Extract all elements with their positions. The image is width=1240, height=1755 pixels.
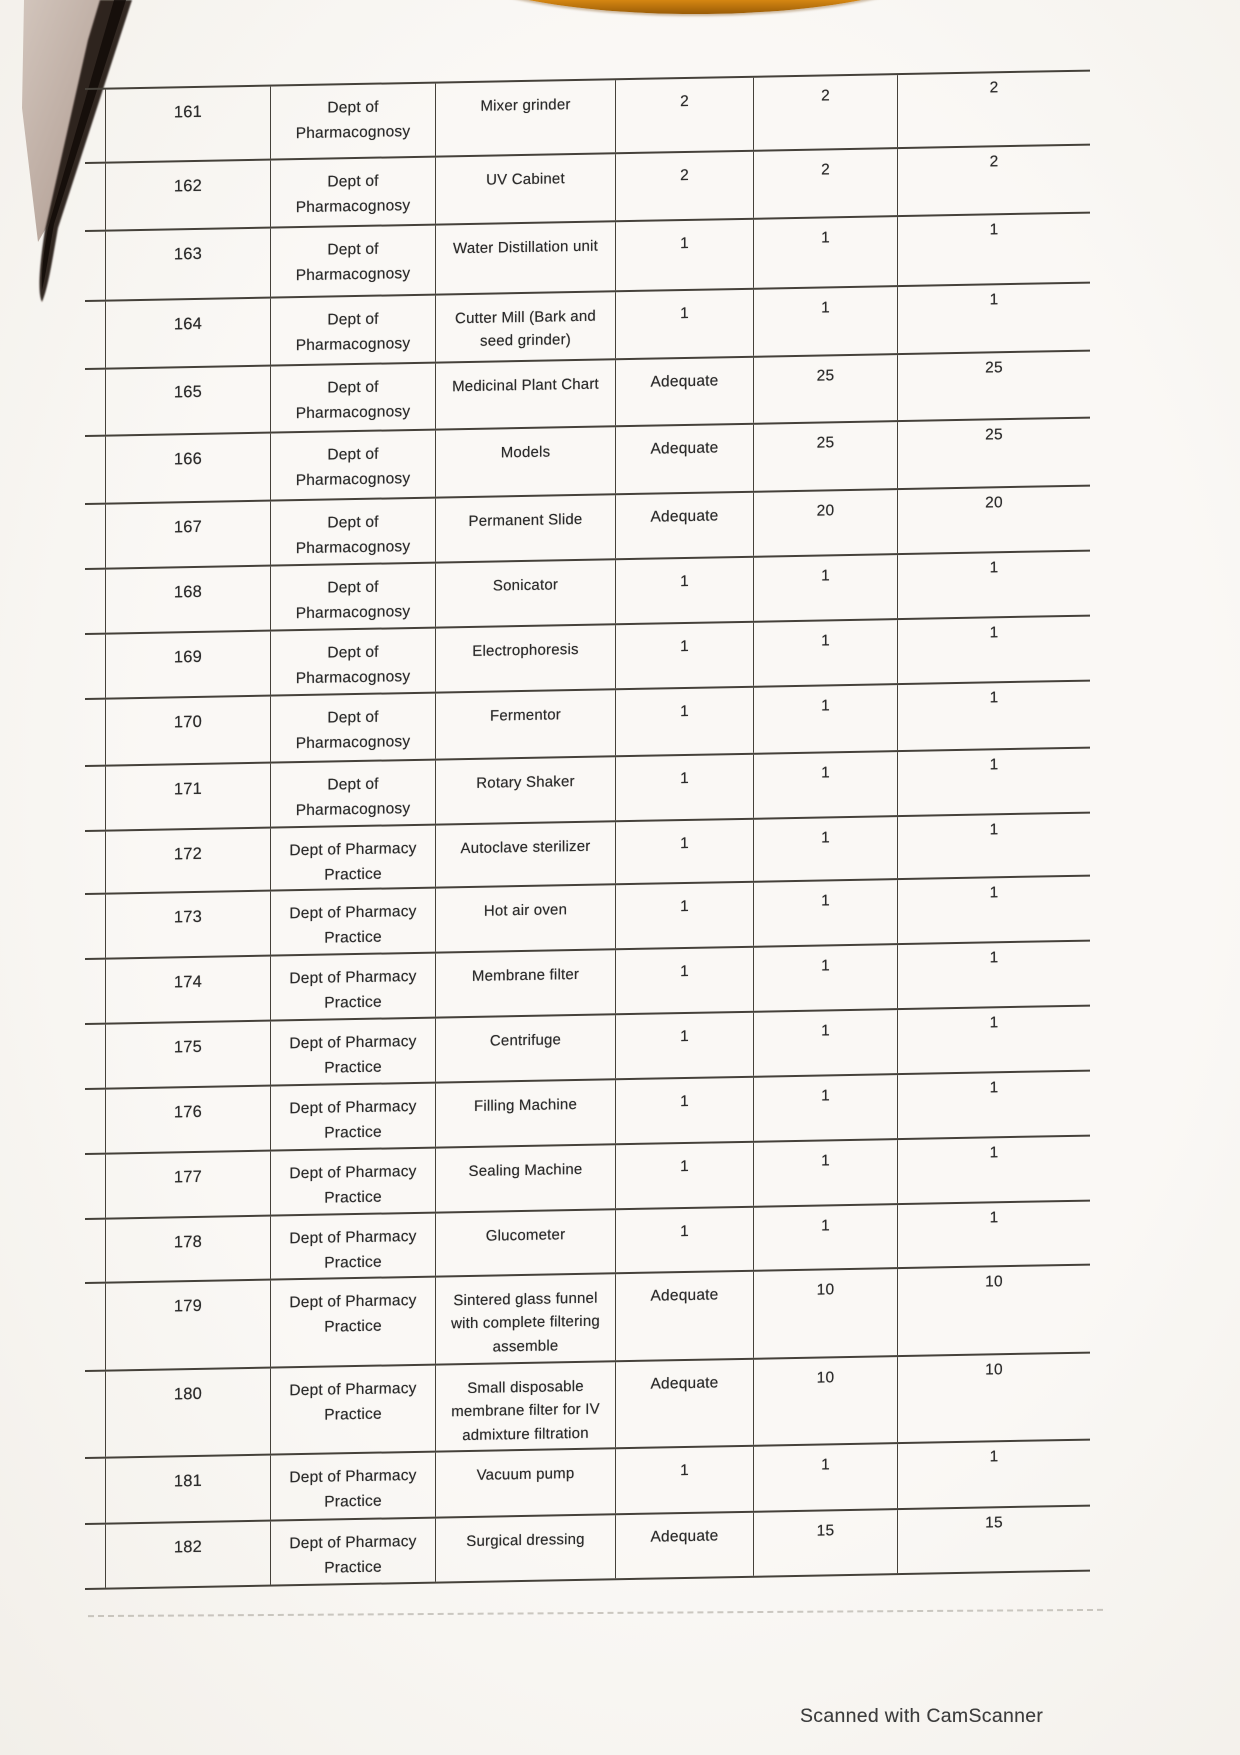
cell-department bbox=[270, 826, 435, 890]
cell-text: Dept of Pharmacognosy bbox=[295, 172, 411, 216]
cell-text: Dept of Pharmacy Practice bbox=[289, 1291, 417, 1336]
cell-text: 174 bbox=[173, 972, 203, 992]
cell-text: 1 bbox=[989, 624, 999, 642]
cell-serial bbox=[105, 632, 270, 698]
cell-text: Electrophoresis bbox=[472, 640, 579, 660]
cell-text: Water Distillation unit bbox=[453, 237, 598, 258]
cell-item bbox=[435, 360, 615, 428]
cell-text: 169 bbox=[173, 647, 203, 667]
cell-text: 1 bbox=[680, 572, 689, 591]
cell-serial bbox=[105, 764, 270, 830]
cell-qty-1 bbox=[615, 755, 753, 821]
cell-text: Sonicator bbox=[492, 576, 559, 595]
cell-qty-3 bbox=[897, 1441, 1090, 1509]
cell-text: 1 bbox=[989, 821, 999, 839]
cell-text: 1 bbox=[989, 1144, 999, 1162]
cell-qty-1 bbox=[615, 1360, 753, 1448]
cell-qty-2 bbox=[753, 1444, 897, 1511]
cell-item bbox=[435, 1449, 615, 1516]
cell-qty-3 bbox=[897, 352, 1090, 421]
cell-serial bbox=[105, 87, 270, 162]
equipment-table bbox=[85, 70, 1090, 1590]
cell-item bbox=[435, 222, 615, 293]
row-left-gutter bbox=[85, 570, 105, 633]
cell-text: Dept of Pharmacy Practice bbox=[289, 1227, 417, 1272]
cell-text: 1 bbox=[821, 1217, 830, 1235]
cell-qty-1 bbox=[615, 1447, 753, 1514]
cell-text: Models bbox=[500, 443, 551, 462]
row-left-gutter bbox=[85, 832, 105, 893]
cell-text: 162 bbox=[173, 176, 203, 196]
cell-text: 1 bbox=[989, 689, 999, 707]
row-left-gutter bbox=[85, 700, 105, 765]
cell-text: Dept of Pharmacognosy bbox=[295, 98, 411, 142]
cell-qty-3 bbox=[897, 749, 1090, 816]
cell-text: 1 bbox=[989, 1209, 999, 1227]
cell-text: Dept of Pharmacognosy bbox=[295, 775, 411, 819]
table-row bbox=[85, 1352, 1090, 1457]
cell-text: 1 bbox=[821, 1152, 830, 1170]
cell-qty-1 bbox=[615, 1143, 753, 1209]
cell-text: Membrane filter bbox=[471, 965, 580, 985]
cell-text: Surgical dressing bbox=[466, 1530, 585, 1551]
cell-text: Mixer grinder bbox=[480, 96, 571, 115]
cell-text: 173 bbox=[173, 907, 203, 927]
cell-text: 161 bbox=[173, 102, 203, 122]
cell-text: 1 bbox=[989, 756, 999, 774]
cell-serial bbox=[105, 957, 270, 1023]
cell-text: 1 bbox=[989, 291, 999, 309]
cell-text: 163 bbox=[173, 244, 203, 264]
cell-text: Centrifuge bbox=[489, 1031, 562, 1050]
cell-text: 20 bbox=[985, 494, 1003, 512]
cell-serial bbox=[105, 1022, 270, 1088]
cell-department bbox=[270, 954, 435, 1020]
cell-text: 1 bbox=[989, 1079, 999, 1097]
cell-qty-3 bbox=[897, 942, 1090, 1009]
cell-text: 1 bbox=[821, 632, 830, 650]
cell-text: Dept of Pharmacy Practice bbox=[289, 1532, 417, 1577]
cell-text: Glucometer bbox=[485, 1226, 566, 1245]
cell-text: 10 bbox=[985, 1361, 1003, 1379]
cell-text: Dept of Pharmacognosy bbox=[295, 643, 411, 687]
cell-item bbox=[435, 1274, 615, 1363]
cell-text: 1 bbox=[680, 1461, 689, 1480]
cell-text: Dept of Pharmacy Practice bbox=[289, 839, 417, 884]
cell-serial bbox=[105, 1217, 270, 1282]
cell-text: Adequate bbox=[650, 1286, 719, 1305]
cell-text: 164 bbox=[173, 314, 203, 334]
cell-qty-1 bbox=[615, 948, 753, 1014]
row-left-gutter bbox=[85, 1284, 105, 1370]
cell-text: Dept of Pharmacy Practice bbox=[289, 1032, 417, 1077]
cell-item bbox=[435, 292, 615, 361]
cell-qty-1 bbox=[615, 820, 753, 884]
cell-qty-1 bbox=[615, 1208, 753, 1273]
cell-text: 179 bbox=[173, 1296, 203, 1316]
row-left-gutter bbox=[85, 1090, 105, 1153]
cell-qty-2 bbox=[753, 1269, 897, 1358]
cell-text: 1 bbox=[989, 884, 999, 902]
cell-text: 1 bbox=[821, 892, 830, 910]
cell-text: 1 bbox=[821, 1087, 830, 1105]
row-left-gutter bbox=[85, 437, 105, 503]
cell-text: 177 bbox=[173, 1167, 203, 1187]
cell-text: 165 bbox=[173, 382, 203, 402]
cell-department bbox=[270, 499, 435, 565]
cell-text: 2 bbox=[821, 161, 830, 179]
cell-qty-2 bbox=[753, 490, 897, 556]
cell-qty-3 bbox=[897, 682, 1090, 751]
cell-item bbox=[435, 757, 615, 823]
cell-text: 25 bbox=[816, 367, 835, 385]
cell-text: Filling Machine bbox=[473, 1095, 578, 1115]
cell-item bbox=[435, 1362, 615, 1450]
cell-text: Dept of Pharmacy Practice bbox=[289, 1466, 417, 1511]
cell-text: 1 bbox=[989, 559, 999, 577]
cell-text: 2 bbox=[989, 79, 999, 97]
cell-text: 178 bbox=[173, 1232, 203, 1252]
cell-text: 1 bbox=[680, 1027, 689, 1046]
cell-text: 1 bbox=[989, 949, 999, 967]
cell-text: UV Cabinet bbox=[486, 170, 565, 189]
cell-item bbox=[435, 154, 615, 223]
cell-text: 1 bbox=[821, 567, 830, 585]
cell-qty-2 bbox=[753, 685, 897, 753]
cell-text: Cutter Mill (Bark and seed grinder) bbox=[455, 307, 596, 351]
cell-qty-2 bbox=[753, 555, 897, 621]
cell-serial bbox=[105, 1369, 270, 1457]
cell-text: Adequate bbox=[650, 439, 719, 458]
cell-item bbox=[435, 1080, 615, 1146]
table-row bbox=[85, 1264, 1090, 1370]
cell-item bbox=[435, 560, 615, 626]
row-left-gutter bbox=[85, 895, 105, 958]
row-left-gutter bbox=[85, 370, 105, 435]
row-left-gutter bbox=[85, 505, 105, 568]
cell-department bbox=[270, 694, 435, 762]
cell-text: 1 bbox=[989, 221, 999, 239]
cell-text: Dept of Pharmacognosy bbox=[295, 513, 411, 557]
cell-qty-1 bbox=[615, 1013, 753, 1079]
cell-serial bbox=[105, 434, 270, 503]
cell-qty-2 bbox=[753, 217, 897, 288]
cell-text: Dept of Pharmacy Practice bbox=[289, 967, 417, 1012]
cell-text: 1 bbox=[680, 897, 689, 916]
cell-text: Adequate bbox=[650, 507, 719, 526]
cell-text: Autoclave sterilizer bbox=[460, 837, 591, 858]
row-left-gutter bbox=[85, 1525, 105, 1588]
cell-text: 172 bbox=[173, 844, 203, 864]
cell-qty-3 bbox=[897, 1137, 1090, 1204]
cell-qty-1 bbox=[615, 220, 753, 291]
cell-qty-2 bbox=[753, 817, 897, 881]
cell-serial bbox=[105, 829, 270, 893]
cell-department bbox=[270, 1214, 435, 1279]
cell-qty-3 bbox=[897, 814, 1090, 879]
cell-text: 2 bbox=[821, 87, 830, 105]
cell-qty-2 bbox=[753, 75, 897, 150]
cell-serial bbox=[105, 697, 270, 765]
cell-item bbox=[435, 495, 615, 561]
row-left-gutter bbox=[85, 164, 105, 230]
row-left-gutter bbox=[85, 767, 105, 830]
cell-qty-1 bbox=[615, 1078, 753, 1144]
cell-text: 1 bbox=[821, 764, 830, 782]
cell-item bbox=[435, 950, 615, 1016]
cell-department bbox=[270, 1366, 435, 1454]
cell-text: Sealing Machine bbox=[468, 1160, 583, 1180]
cell-department bbox=[270, 761, 435, 827]
cell-qty-1 bbox=[615, 883, 753, 949]
cell-qty-3 bbox=[897, 146, 1090, 216]
cell-text: Dept of Pharmacognosy bbox=[295, 310, 411, 354]
cell-text: 166 bbox=[173, 449, 203, 469]
cell-text: Adequate bbox=[650, 372, 719, 391]
cell-department bbox=[270, 1149, 435, 1215]
cell-qty-3 bbox=[897, 617, 1090, 684]
cell-qty-3 bbox=[897, 284, 1090, 354]
cell-text: 1 bbox=[680, 1092, 689, 1111]
cell-text: 180 bbox=[173, 1384, 203, 1404]
cell-text: Dept of Pharmacognosy bbox=[295, 578, 411, 622]
cell-text: 1 bbox=[989, 1014, 999, 1032]
faint-scan-line-decoration bbox=[88, 1609, 1103, 1617]
cell-text: Dept of Pharmacy Practice bbox=[289, 902, 417, 947]
cell-text: 1 bbox=[821, 829, 830, 847]
cell-qty-2 bbox=[753, 355, 897, 423]
cell-text: 171 bbox=[173, 779, 203, 799]
cell-text: 1 bbox=[680, 1157, 689, 1176]
cell-department bbox=[270, 364, 435, 432]
cell-item bbox=[435, 80, 615, 155]
cell-serial bbox=[105, 161, 270, 230]
row-left-gutter bbox=[85, 960, 105, 1023]
cell-text: Vacuum pump bbox=[476, 1465, 575, 1484]
cell-qty-3 bbox=[897, 552, 1090, 619]
cell-text: 1 bbox=[821, 697, 830, 715]
cell-department bbox=[270, 1084, 435, 1150]
cell-text: 1 bbox=[680, 1222, 689, 1241]
cell-text: 1 bbox=[821, 299, 830, 317]
cell-qty-2 bbox=[753, 287, 897, 356]
cell-text: Dept of Pharmacognosy bbox=[295, 445, 411, 489]
cell-qty-3 bbox=[897, 1266, 1090, 1356]
cell-qty-2 bbox=[753, 620, 897, 686]
cell-item bbox=[435, 1515, 615, 1581]
cell-text: Adequate bbox=[650, 1374, 719, 1393]
row-left-gutter bbox=[85, 1459, 105, 1523]
cell-item bbox=[435, 625, 615, 691]
cell-text: 1 bbox=[680, 702, 689, 721]
cell-qty-2 bbox=[753, 1075, 897, 1141]
cell-serial bbox=[105, 1281, 270, 1370]
cell-text: 1 bbox=[821, 1456, 830, 1474]
cell-text: 176 bbox=[173, 1102, 203, 1122]
cell-department bbox=[270, 1019, 435, 1085]
cell-qty-3 bbox=[897, 214, 1090, 286]
cell-item bbox=[435, 1210, 615, 1275]
cell-text: 2 bbox=[680, 92, 689, 111]
cell-qty-1 bbox=[615, 425, 753, 494]
row-left-gutter bbox=[85, 1025, 105, 1088]
cell-qty-2 bbox=[753, 1510, 897, 1576]
cell-qty-1 bbox=[615, 358, 753, 426]
cell-qty-3 bbox=[897, 419, 1090, 489]
cell-serial bbox=[105, 502, 270, 568]
cell-qty-2 bbox=[753, 149, 897, 218]
cell-qty-2 bbox=[753, 1140, 897, 1206]
cell-text: 168 bbox=[173, 582, 203, 602]
cell-text: Dept of Pharmacy Practice bbox=[289, 1379, 417, 1424]
cell-qty-3 bbox=[897, 1007, 1090, 1074]
cell-department bbox=[270, 889, 435, 955]
cell-text: 182 bbox=[173, 1537, 203, 1557]
cell-text: Dept of Pharmacognosy bbox=[295, 378, 411, 422]
cell-text: 175 bbox=[173, 1037, 203, 1057]
cell-department bbox=[270, 84, 435, 159]
cell-qty-1 bbox=[615, 688, 753, 756]
cell-serial bbox=[105, 229, 270, 300]
cell-text: Fermentor bbox=[490, 706, 561, 725]
cell-text: 1 bbox=[821, 1022, 830, 1040]
cell-qty-1 bbox=[615, 290, 753, 359]
cell-text: Dept of Pharmacy Practice bbox=[289, 1097, 417, 1142]
cell-department bbox=[270, 431, 435, 500]
cell-text: 1 bbox=[680, 304, 689, 323]
orange-book-edge-decoration bbox=[445, 0, 945, 14]
cell-text: Rotary Shaker bbox=[476, 773, 575, 792]
cell-text: 1 bbox=[680, 962, 689, 981]
cell-text: Dept of Pharmacy Practice bbox=[289, 1162, 417, 1207]
cell-text: 20 bbox=[816, 502, 835, 520]
row-left-gutter bbox=[85, 232, 105, 300]
cell-text: 181 bbox=[173, 1471, 203, 1491]
cell-text: 10 bbox=[816, 1369, 835, 1387]
row-left-gutter bbox=[85, 302, 105, 368]
cell-department bbox=[270, 564, 435, 630]
cell-department bbox=[270, 1453, 435, 1520]
cell-item bbox=[435, 1015, 615, 1081]
row-left-gutter bbox=[85, 90, 105, 162]
cell-qty-1 bbox=[615, 1272, 753, 1361]
cell-qty-3 bbox=[897, 1202, 1090, 1268]
cell-text: 1 bbox=[680, 234, 689, 253]
cell-qty-1 bbox=[615, 78, 753, 153]
cell-text: 1 bbox=[680, 769, 689, 788]
cell-qty-1 bbox=[615, 623, 753, 689]
cell-department bbox=[270, 1519, 435, 1585]
cell-text: 25 bbox=[816, 434, 835, 452]
cell-serial bbox=[105, 892, 270, 958]
row-left-gutter bbox=[85, 1220, 105, 1282]
cell-text: Sintered glass funnel with complete filtering assemble bbox=[451, 1289, 600, 1356]
cell-serial bbox=[105, 1087, 270, 1153]
cell-qty-1 bbox=[615, 152, 753, 221]
cell-text: 10 bbox=[816, 1281, 835, 1299]
cell-text: 1 bbox=[821, 229, 830, 247]
cell-item bbox=[435, 822, 615, 886]
cell-text: 2 bbox=[680, 166, 689, 185]
cell-item bbox=[435, 690, 615, 758]
cell-qty-3 bbox=[897, 1072, 1090, 1139]
cell-text: Adequate bbox=[650, 1527, 719, 1546]
cell-qty-3 bbox=[897, 72, 1090, 148]
cell-item bbox=[435, 1145, 615, 1211]
cell-text: 10 bbox=[985, 1273, 1003, 1291]
cell-text: 15 bbox=[985, 1514, 1003, 1532]
cell-text: 1 bbox=[680, 637, 689, 656]
cell-text: 1 bbox=[821, 957, 830, 975]
row-left-gutter bbox=[85, 1372, 105, 1457]
cell-department bbox=[270, 226, 435, 297]
cell-text: 1 bbox=[680, 834, 689, 853]
cell-qty-3 bbox=[897, 1507, 1090, 1574]
cell-text: 167 bbox=[173, 517, 203, 537]
cell-department bbox=[270, 296, 435, 365]
cell-text: 25 bbox=[985, 426, 1003, 444]
row-left-gutter bbox=[85, 635, 105, 698]
cell-serial bbox=[105, 1522, 270, 1588]
cell-text: Small disposable membrane filter for IV admixture filtration bbox=[451, 1377, 600, 1444]
cell-qty-1 bbox=[615, 1513, 753, 1579]
cell-qty-3 bbox=[897, 487, 1090, 554]
cell-qty-3 bbox=[897, 877, 1090, 944]
cell-text: Permanent Slide bbox=[468, 510, 583, 530]
cell-qty-2 bbox=[753, 1010, 897, 1076]
cell-qty-2 bbox=[753, 945, 897, 1011]
cell-text: 1 bbox=[989, 1448, 999, 1466]
cell-qty-2 bbox=[753, 880, 897, 946]
cell-department bbox=[270, 629, 435, 695]
cell-text: 170 bbox=[173, 712, 203, 732]
cell-qty-2 bbox=[753, 422, 897, 491]
cell-qty-1 bbox=[615, 493, 753, 559]
cell-item bbox=[435, 427, 615, 496]
cell-department bbox=[270, 1278, 435, 1367]
cell-text: Medicinal Plant Chart bbox=[452, 375, 599, 396]
cell-serial bbox=[105, 1456, 270, 1523]
cell-qty-2 bbox=[753, 1357, 897, 1445]
cell-serial bbox=[105, 299, 270, 368]
cell-text: 15 bbox=[816, 1522, 835, 1540]
cell-department bbox=[270, 158, 435, 227]
row-left-gutter bbox=[85, 1155, 105, 1218]
cell-qty-2 bbox=[753, 752, 897, 818]
cell-text: 2 bbox=[989, 153, 999, 171]
cell-qty-3 bbox=[897, 1354, 1090, 1443]
cell-qty-1 bbox=[615, 558, 753, 624]
cell-item bbox=[435, 885, 615, 951]
cell-serial bbox=[105, 567, 270, 633]
cell-serial bbox=[105, 1152, 270, 1218]
cell-text: Hot air oven bbox=[483, 901, 568, 920]
cell-text: 25 bbox=[985, 359, 1003, 377]
cell-text: Dept of Pharmacognosy bbox=[295, 708, 411, 752]
cell-text: Dept of Pharmacognosy bbox=[295, 240, 411, 284]
camscanner-watermark: Scanned with CamScanner bbox=[800, 1705, 1044, 1727]
cell-qty-2 bbox=[753, 1205, 897, 1270]
cell-serial bbox=[105, 367, 270, 435]
